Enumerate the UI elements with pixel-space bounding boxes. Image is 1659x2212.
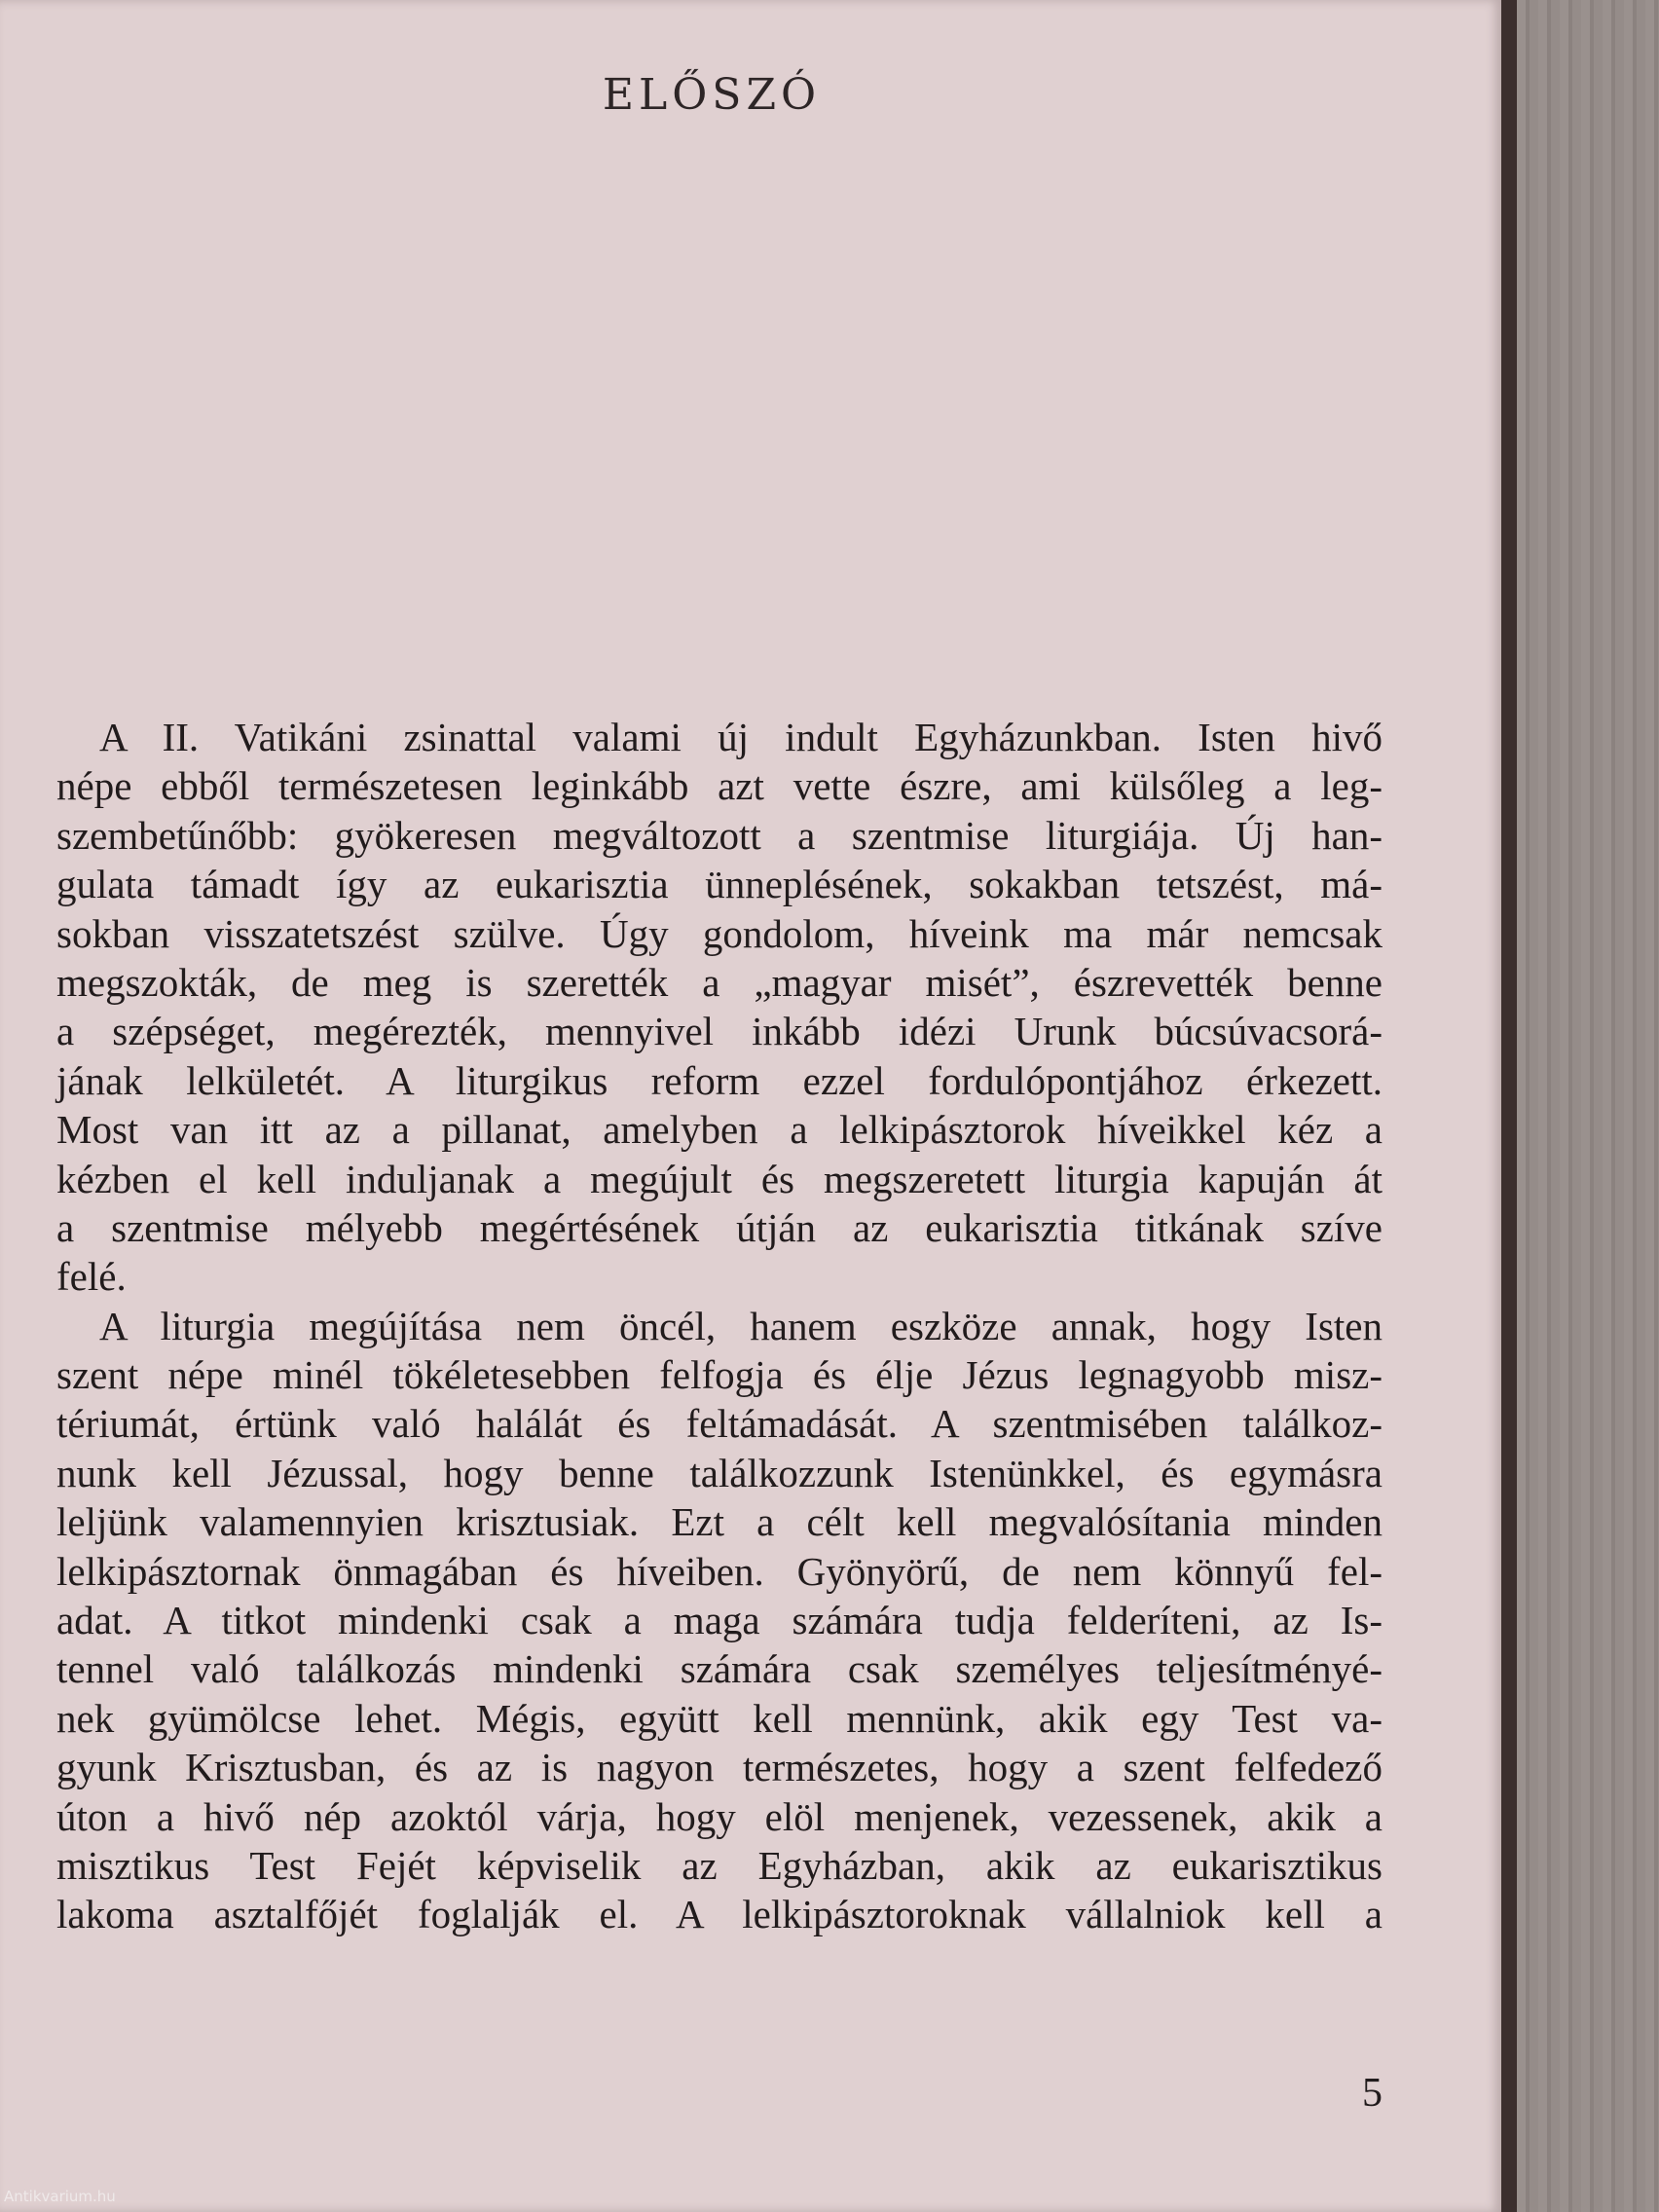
text-line: tennel való találkozás mindenki számára csak személyes teljesítményé- [56,1646,1382,1692]
page-edge-shadow [1501,0,1517,2212]
text-line: megszokták, de meg is szerették a „magyar misét”, észrevették benne [56,959,1382,1005]
text-line: szent népe minél tökéletesebben felfogja és élje Jézus legnagyobb misz- [56,1352,1382,1398]
chapter-heading: ELŐSZÓ [602,70,822,120]
text-line: gulata támadt így az eukarisztia ünneplésének, sokakban tetszést, má- [56,862,1382,907]
text-line: nek gyümölcse lehet. Mégis, együtt kell mennünk, akik egy Test va- [56,1695,1382,1741]
text-line: lakoma asztalfőjét foglalják el. A lelkipásztoroknak vállalniok kell a [56,1892,1382,1937]
text-line: népe ebből természetesen leginkább azt vette észre, ami külsőleg a leg- [56,763,1382,809]
page-number: 5 [1362,2071,1382,2116]
text-line: A II. Vatikáni zsinattal valami új indult Egyházunkban. Isten hivő [99,715,1382,759]
text-line: felé. [56,1254,127,1300]
text-line: a szépséget, megérezték, mennyivel inkább idézi Urunk búcsúvacsorá- [56,1009,1382,1054]
text-line: úton a hivő nép azoktól várja, hogy elöl menjenek, vezessenek, akik a [56,1793,1382,1839]
text-line: szembetűnőbb: gyökeresen megváltozott a szentmise liturgiája. Új han- [56,812,1382,858]
text-line: sokban visszatetszést szülve. Úgy gondolom, híveink ma már nemcsak [56,910,1382,956]
text-line: lelkipásztornak önmagában és híveiben. Gyönyörű, de nem könnyű fel- [56,1548,1382,1594]
text-line: A liturgia megújítása nem öncél, hanem eszköze annak, hogy Isten [99,1303,1382,1348]
text-line: nunk kell Jézussal, hogy benne találkozzunk Istenünkkel, és egymásra [56,1450,1382,1495]
text-line: kézben el kell induljanak a megújult és megszeretett liturgia kapuján át [56,1156,1382,1201]
text-line: adat. A titkot mindenki csak a maga számára tudja felderíteni, az Is- [56,1598,1382,1643]
body-text [56,713,1382,1939]
paragraph-2 [56,1302,1382,1939]
text-line: jának lelkületét. A liturgikus reform ezzel fordulópontjához érkezett. [56,1057,1382,1103]
text-line: tériumát, értünk való halálát és feltámadását. A szentmisében találkoz- [56,1401,1382,1447]
paragraph-1 [56,713,1382,1302]
text-line: a szentmise mélyebb megértésének útján az eukarisztia titkának szíve [56,1204,1382,1250]
background-surface [1517,0,1659,2212]
text-line: leljünk valamennyien krisztusiak. Ezt a célt kell megvalósítania minden [56,1499,1382,1545]
text-line: Most van itt az a pillanat, amelyben a lelkipásztorok híveikkel kéz a [56,1107,1382,1153]
text-line: gyunk Krisztusban, és az is nagyon természetes, hogy a szent felfedező [56,1745,1382,1790]
text-line: misztikus Test Fejét képviselik az Egyházban, akik az eukarisztikus [56,1842,1382,1888]
watermark: Antikvarium.hu [4,2188,116,2205]
